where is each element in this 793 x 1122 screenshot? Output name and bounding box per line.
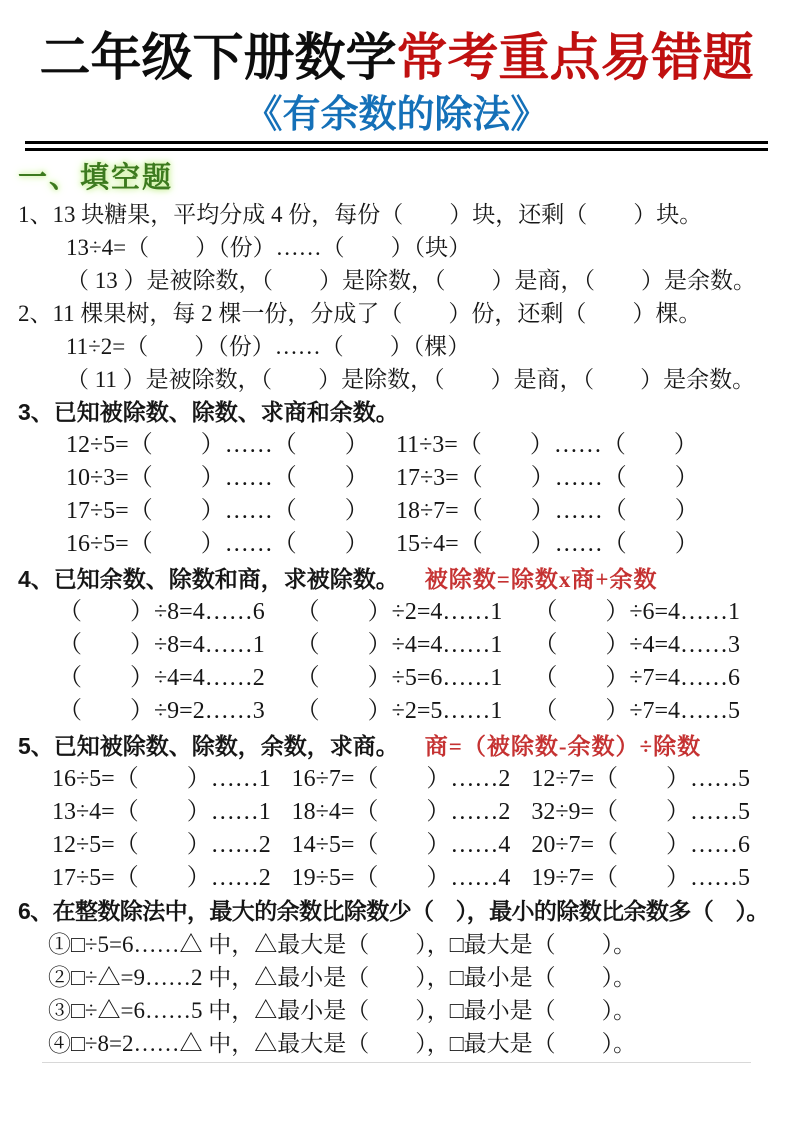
question-1-definition: （ 13 ）是被除数，（ ）是除数，（ ）是商，（ ）是余数。 [66,268,756,293]
equation: （ ）÷5=6……1 [295,665,503,691]
question-2-definition: （ 11 ）是被除数，（ ）是除数，（ ）是商，（ ）是余数。 [66,367,756,392]
equation: 13÷4=（ ）……1 [52,799,271,825]
equation: 12÷5=（ ）……2 [52,832,271,858]
question-5-heading: 5、已知被除数、除数，余数，求商。 [18,733,399,759]
equation: （ ）÷9=2……3 [58,698,265,724]
page-subtitle: 《有余数的除法》 [244,94,549,136]
question-3-heading: 3、已知被除数、除数、求商和余数。 [18,399,399,425]
equation: （ ）÷2=4……1 [295,599,503,625]
equation: 10÷3=（ ）……（ ） [66,465,369,491]
question-3 [18,396,775,561]
equation: 19÷7=（ ）……5 [531,865,751,891]
equation: 17÷3=（ ）……（ ） [396,465,699,491]
equation: （ ）÷8=4……1 [58,632,265,658]
question-2-text: 2、11 棵果树，每 2 棵一份，分成了（ ）份，还剩（ ）棵。 [18,301,702,326]
question-6-heading: 6、在整数除法中，最大的余数比除数少（ ），最小的除数比余数多（ ）。 [18,898,769,924]
question-4-heading-row [18,561,775,596]
header-divider-double-rule [25,141,768,151]
equation: 15÷4=（ ）……（ ） [396,531,699,557]
question-4-equation-grid [18,596,775,728]
question-5-equation-grid [18,763,775,895]
bottom-divider-rule [42,1062,751,1063]
question-1-equation: 13÷4=（ ）（份）……（ ）（块） [66,235,472,260]
equation: 20÷7=（ ）……6 [531,832,751,858]
equation: （ ）÷4=4……3 [533,632,741,658]
question-4-heading: 4、已知余数、除数和商，求被除数。 [18,566,399,592]
equation: 14÷5=（ ）……4 [291,832,511,858]
question-4-formula-note: 被除数=除数x商+余数 [424,567,658,592]
equation: 16÷7=（ ）……2 [291,766,511,792]
equation: 18÷7=（ ）……（ ） [396,498,699,524]
section-heading: 一、填空题 [18,162,174,194]
question-6-subitem-4: ④□÷8=2……△ 中，△最大是（ ），□最大是（ ）。 [48,1031,637,1056]
equation: （ ）÷6=4……1 [533,599,741,625]
equation: 19÷5=（ ）……4 [291,865,511,891]
equation: （ ）÷7=4……5 [533,698,741,724]
question-1-text: 1、13 块糖果，平均分成 4 份，每份（ ）块，还剩（ ）块。 [18,202,703,227]
equation: 17÷5=（ ）……（ ） [66,498,369,524]
question-1 [18,198,775,297]
equation: 16÷5=（ ）……1 [52,766,271,792]
equation: 32÷9=（ ）……5 [531,799,751,825]
page-title [18,26,775,92]
equation: （ ）÷4=4……2 [58,665,265,691]
question-5-heading-row [18,728,775,763]
equation: （ ）÷2=5……1 [295,698,503,724]
question-2 [18,297,775,396]
question-5-formula-note: 商=（被除数-余数）÷除数 [424,734,702,759]
question-3-equation-grid [18,429,775,561]
question-6-subitem-2: ②□÷△=9……2 中，△最小是（ ），□最小是（ ）。 [48,965,637,990]
question-4 [18,561,775,728]
equation: 16÷5=（ ）……（ ） [66,531,369,557]
equation: 12÷5=（ ）……（ ） [66,432,369,458]
title-main: 二年级下册数学 [39,31,397,87]
equation: 18÷4=（ ）……2 [291,799,511,825]
question-6-subitem-1: ①□÷5=6……△ 中，△最大是（ ），□最大是（ ）。 [48,932,637,957]
equation: （ ）÷4=4……1 [295,632,503,658]
question-5 [18,728,775,895]
question-6-subitem-3: ③□÷△=6……5 中，△最小是（ ），□最小是（ ）。 [48,998,637,1023]
equation: 12÷7=（ ）……5 [531,766,751,792]
question-2-equation: 11÷2=（ ）（份）……（ ）（棵） [66,334,471,359]
equation: 17÷5=（ ）……2 [52,865,271,891]
question-6 [18,895,775,1060]
equation: （ ）÷8=4……6 [58,599,265,625]
title-accent: 常考重点易错题 [396,31,754,87]
equation: 11÷3=（ ）……（ ） [396,432,698,458]
equation: （ ）÷7=4……6 [533,665,741,691]
